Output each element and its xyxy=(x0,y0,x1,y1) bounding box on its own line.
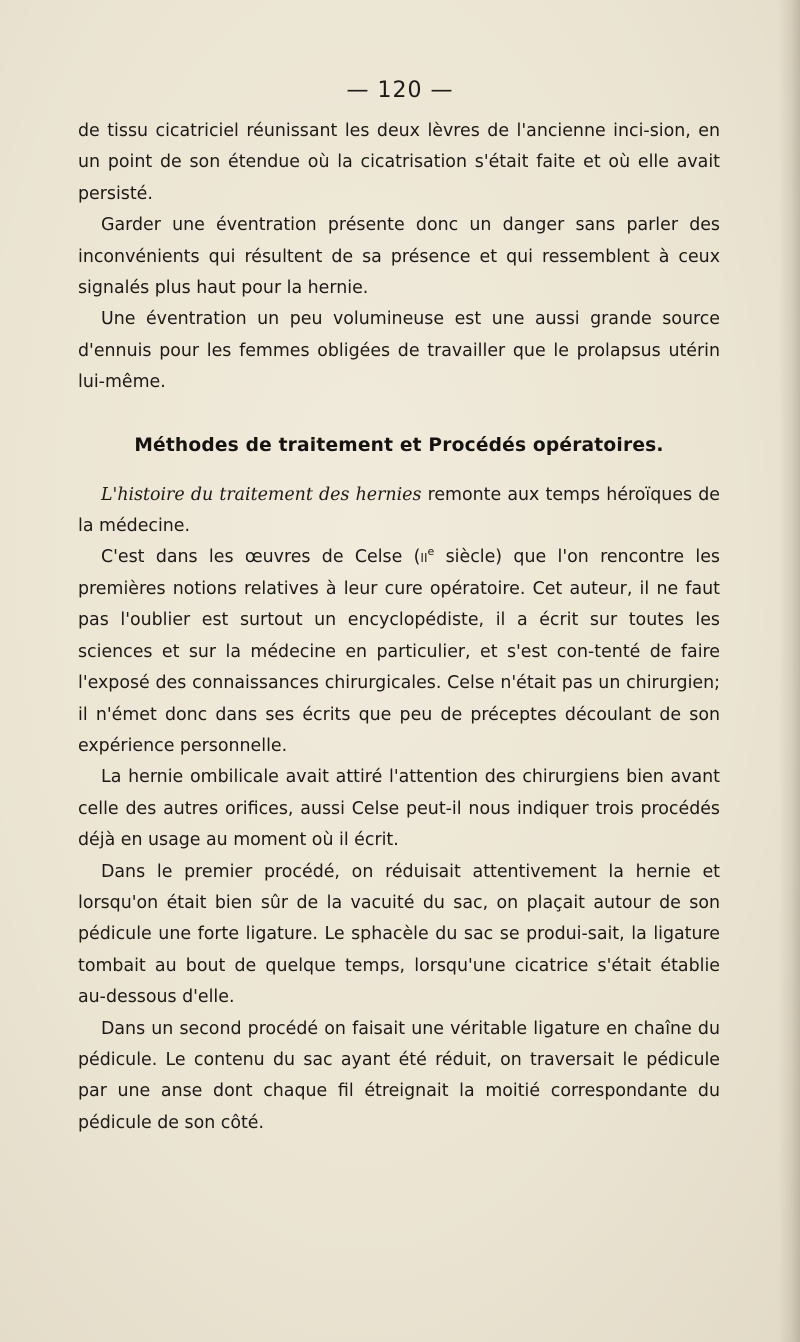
paragraph-second-procede: Dans un second procédé on faisait une véritable ligature en chaîne du pédicule. Le contenu du sac ayant été réduit, on traversait le pédicule par une anse dont chaque fil étreignait la moitié correspondante du pédicule de son côté. xyxy=(78,1018,720,1133)
history-rest: remonte aux temps héroïques de la médecine. xyxy=(78,484,721,537)
paragraph-3: Une éventration un peu volumineuse est une aussi grande source d'ennuis pour les femmes obligées de travailler que le prolapsus utérin lui-même. xyxy=(78,309,720,393)
section-heading: Méthodes de traitement et Procédés opératoires. xyxy=(134,434,664,456)
century-superscript: e xyxy=(427,545,435,559)
paragraph-1: de tissu cicatriciel réunissant les deux lèvres de l'ancienne inci-sion, en un point de son étendue où la cicatrisation s'était faite et où elle avait persisté. xyxy=(78,121,720,204)
page-number: — 120 — xyxy=(346,78,454,103)
celse-text-2: siècle) que l'on rencontre les premières notions relatives à leur cure opératoire. Cet auteur, il ne faut pas l'oublier est surtout un encyclopédiste, il a écrit sur toutes les sciences et sur la médecine en particulier, et s'est con-tenté de faire l'exposé des connaissances chirurgicales. Celse n'était pas un chirurgien; il n'émet donc dans ses écrits que peu de préceptes découlant de son expérience personnelle. xyxy=(78,547,720,756)
century-numeral: ii xyxy=(420,547,428,568)
body-text xyxy=(78,116,720,1139)
paragraph-2: Garder une éventration présente donc un danger sans parler des inconvénients qui résultent de sa présence et qui ressemblent à ceux signalés plus haut pour la hernie. xyxy=(78,215,720,299)
paragraph-premier-procede: Dans le premier procédé, on réduisait attentivement la hernie et lorsqu'on était bien sûr de la vacuité du sac, on plaçait autour de son pédicule une forte ligature. Le sphacèle du sac se produi-sait, la ligature tombait au bout de quelque temps, lorsqu'une cicatrice s'était établie au-dessous d'elle. xyxy=(78,861,720,1008)
page-edge-shadow xyxy=(778,0,800,1342)
paragraph-celse xyxy=(78,542,720,762)
paragraph-history xyxy=(78,480,720,543)
history-italic-title: L'histoire du traitement des hernies xyxy=(101,484,422,505)
paragraph-ombilicale: La hernie ombilicale avait attiré l'attention des chirurgiens bien avant celle des autres orifices, aussi Celse peut-il nous indiquer trois procédés déjà en usage au moment où il écrit. xyxy=(78,767,720,851)
celse-text-1: C'est dans les œuvres de Celse ( xyxy=(101,547,421,568)
